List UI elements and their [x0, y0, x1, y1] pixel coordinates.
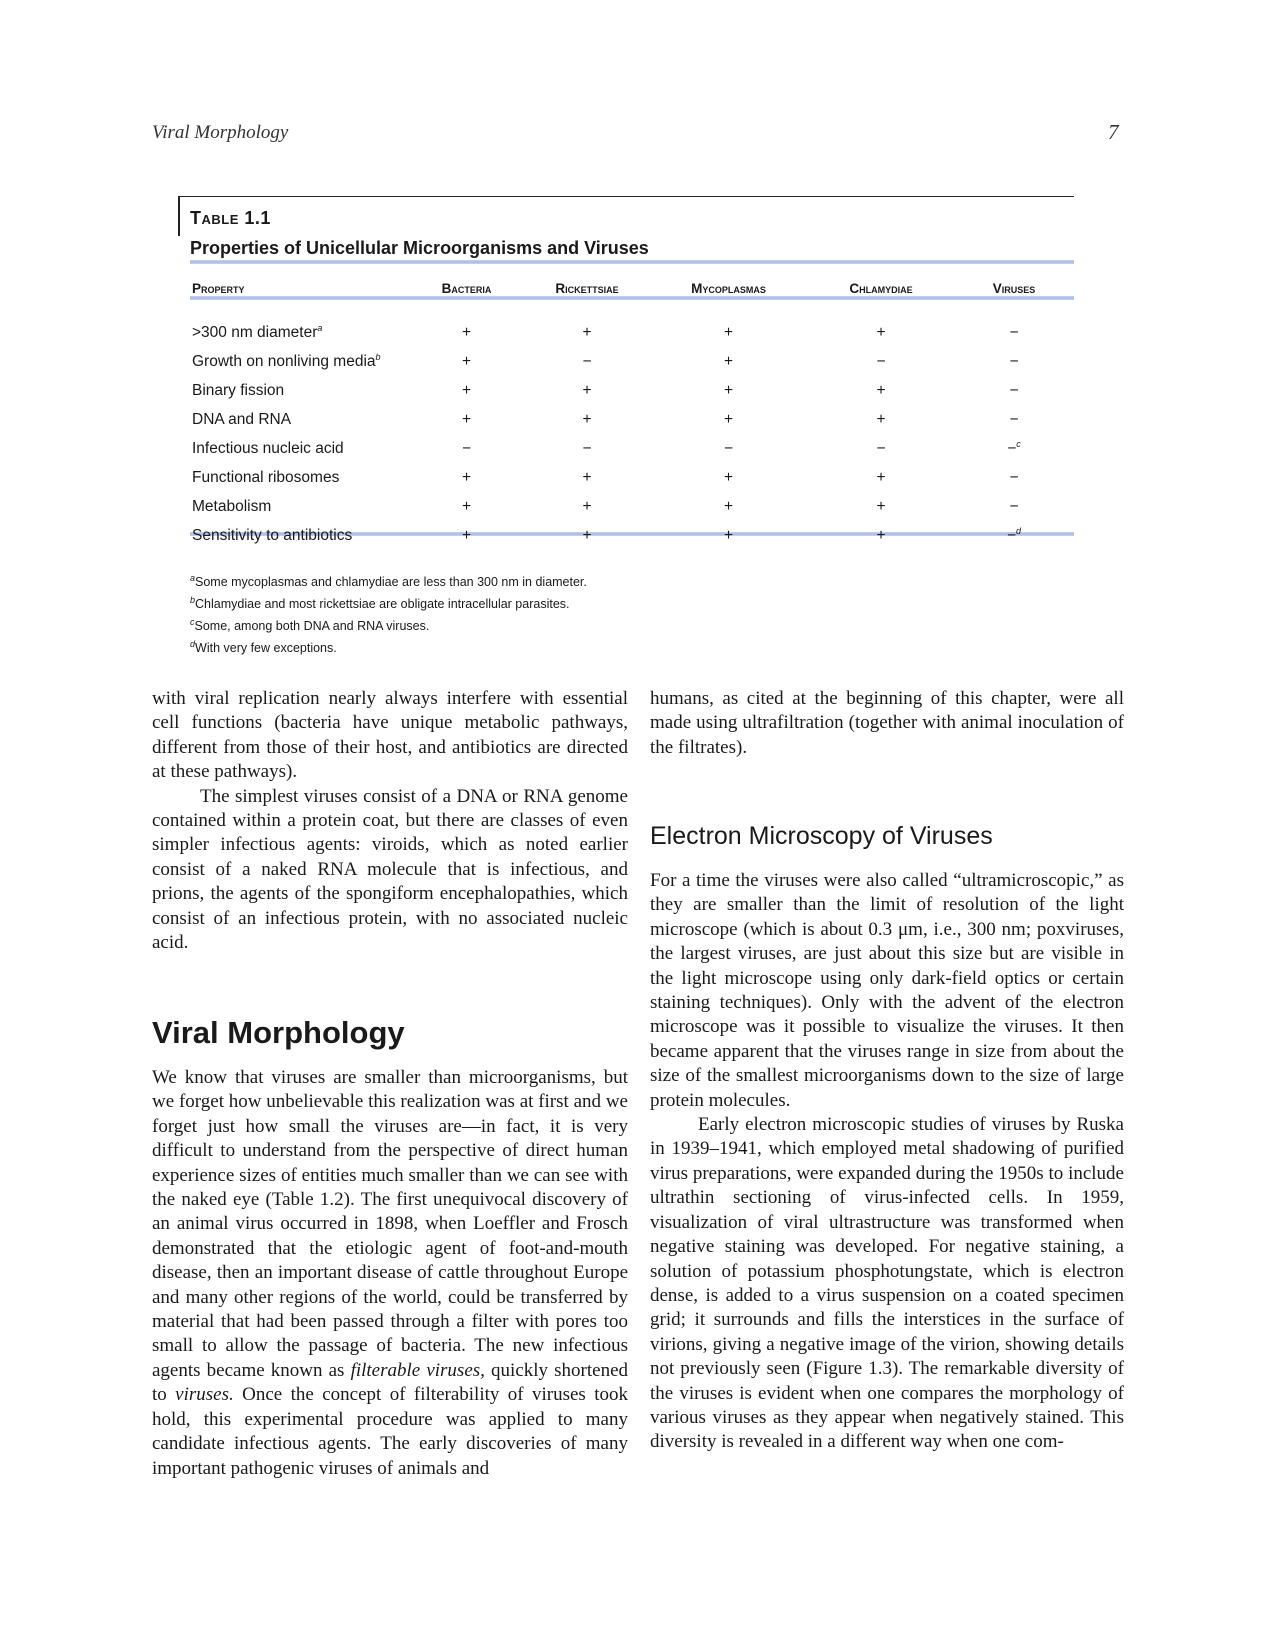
footnote-mark: b — [190, 595, 196, 606]
value-symbol: + — [876, 497, 886, 515]
value-cell — [525, 463, 649, 492]
value-symbol: + — [582, 410, 592, 428]
value-cell — [954, 463, 1074, 492]
value-cell — [525, 304, 649, 347]
value-cell — [408, 492, 525, 521]
value-symbol: − — [461, 439, 472, 457]
property-label: Growth on nonliving media — [192, 353, 376, 371]
value-cell — [525, 434, 649, 463]
table-row — [190, 405, 1074, 434]
value-cell — [954, 434, 1074, 463]
value-cell — [649, 463, 808, 492]
value-symbol: + — [461, 410, 472, 428]
value-cell — [408, 463, 525, 492]
footnote-mark: c — [1016, 438, 1021, 449]
value-cell — [954, 304, 1074, 347]
footnote-text: Some, among both DNA and RNA viruses. — [194, 619, 430, 634]
footnote-text: Chlamydiae and most rickettsiae are obligate intracellular parasites. — [195, 597, 570, 612]
value-cell — [408, 521, 525, 550]
properties-table — [190, 272, 1074, 550]
value-symbol: − — [723, 439, 734, 457]
property-cell — [190, 376, 408, 405]
value-cell — [808, 376, 954, 405]
value-symbol: − — [1009, 497, 1019, 515]
right-paragraph-3: Early electron microscopic studies of viruses by Ruska in 1939–1941, which employed metal shadowing of purified virus preparations, were expanded during the 1950s to include ultrathin sectioning of virus-infected cells. In 1959, visualization of viral ultrastructure was transformed when negative staining was developed. For negative staining, a solution of potassium phosphotungstate, which is electron dense, is added to a virus suspension on a coated specimen grid; it surrounds and fills the interstices in the surface of virions, giving a negative image of the virion, showing details not previously seen (Figure 1.3). The remarkable diversity of the viruses is evident when one compares the morphology of various viruses as they appear when negatively stained. This diversity is revealed in a different way when one com- — [650, 1114, 1124, 1453]
value-symbol: + — [723, 468, 734, 486]
left-paragraph-3 — [152, 1066, 628, 1481]
heading-viral-morphology: Viral Morphology — [152, 1015, 405, 1050]
value-symbol: + — [461, 352, 472, 370]
header-chlamydiae: Chlamydiae — [849, 280, 913, 296]
value-cell — [954, 492, 1074, 521]
table-body — [190, 304, 1074, 550]
value-cell — [408, 347, 525, 376]
value-cell — [954, 405, 1074, 434]
footnote-mark: a — [190, 573, 196, 583]
value-cell — [954, 521, 1074, 550]
value-cell — [525, 521, 649, 550]
value-cell — [808, 405, 954, 434]
footnote — [190, 591, 587, 613]
left-column-bottom — [152, 1066, 628, 1481]
table-title: Properties of Unicellular Microorganisms and Viruses — [190, 238, 649, 258]
property-cell — [190, 492, 408, 521]
header-bacteria: Bacteria — [441, 280, 492, 296]
value-symbol: + — [723, 526, 734, 544]
property-label: Infectious nucleic acid — [192, 439, 344, 457]
value-cell — [808, 434, 954, 463]
value-symbol: + — [876, 526, 886, 544]
value-cell — [808, 347, 954, 376]
table-row — [190, 492, 1074, 521]
value-symbol: − — [876, 352, 886, 370]
value-symbol: − — [1009, 323, 1019, 341]
value-cell — [808, 521, 954, 550]
value-cell — [649, 521, 808, 550]
value-symbol: − — [1006, 527, 1017, 545]
property-cell — [190, 463, 408, 492]
value-symbol: + — [723, 410, 734, 428]
left-paragraph-1: with viral replication nearly always interfere with essential cell functions (bacteria have unique metabolic pathways, different from those of their host, and antibiotics are directed at these pathways). — [152, 688, 628, 783]
value-cell — [408, 304, 525, 347]
value-symbol: − — [1007, 440, 1017, 458]
property-label: Functional ribosomes — [192, 468, 340, 486]
value-cell — [808, 304, 954, 347]
value-cell — [408, 434, 525, 463]
value-symbol: + — [582, 497, 592, 515]
table-row — [190, 434, 1074, 463]
footnote-mark: d — [190, 639, 196, 650]
property-cell — [190, 347, 408, 376]
footnote-mark: a — [317, 322, 323, 333]
value-symbol: + — [723, 323, 734, 341]
table-row — [190, 304, 1074, 347]
right-column-top — [650, 687, 1124, 760]
value-cell — [525, 492, 649, 521]
right-paragraph-2: For a time the viruses were also called “ultramicroscopic,” as they are smaller than the limit of resolution of the light microscope (which is about 0.3 μm, i.e., 300 nm; poxviruses, the largest viruses, are just about this size but are visible in the light microscope using only dark-field optics or certain staining techniques). Only with the advent of the electron microscope was it possible to visualize the viruses. It then became apparent that the viruses range in size from about the size of the smallest microorganisms down to the size of large protein molecules. — [650, 870, 1124, 1111]
table-row — [190, 376, 1074, 405]
value-cell — [808, 492, 954, 521]
value-symbol: + — [723, 381, 734, 399]
footnote — [190, 613, 587, 635]
table-header-row — [190, 272, 1074, 304]
property-cell — [190, 304, 408, 347]
value-symbol: + — [876, 323, 886, 341]
value-cell — [649, 347, 808, 376]
footnote-text: With very few exceptions. — [195, 641, 337, 656]
property-label: >300 nm diameter — [192, 324, 318, 342]
running-head: Viral Morphology — [152, 122, 289, 143]
header-rickettsiae: Rickettsiae — [555, 280, 619, 296]
heading-electron-microscopy: Electron Microscopy of Viruses — [650, 822, 993, 850]
property-label: DNA and RNA — [192, 410, 292, 428]
value-cell — [649, 405, 808, 434]
para3-text-b: quickly shortened to — [152, 1359, 629, 1406]
value-symbol: + — [461, 526, 472, 544]
value-cell — [408, 405, 525, 434]
para3-text-a: We know that viruses are smaller than microorganisms, but we forget how unbelievable this realization was at first and we forget just how small the viruses are—in fact, it is very difficult to understand from the perspective of direct human experience sizes of entities much smaller than we can see with the naked eye (Table 1.2). The first unequivocal discovery of an animal virus occurred in 1898, when Loeffler and Frosch demonstrated that the etiologic agent of foot-and-mouth disease, then an important disease of cattle throughout Europe and many other regions of the world, could be transferred by material that had been passed through a filter with pores too small to allow the passage of bacteria. The new infectious agents became known as — [152, 1067, 628, 1381]
left-paragraph-2: The simplest viruses consist of a DNA or RNA genome contained within a protein coat, but there are classes of even simpler infectious agents: viroids, which as noted earlier consist of a naked RNA molecule that is infectious, and prions, the agents of the spongiform encephalopathies, which consist of an infectious protein, with no associated nucleic acid. — [152, 785, 628, 954]
header-mycoplasmas: Mycoplasmas — [691, 280, 766, 296]
value-symbol: − — [1009, 352, 1019, 370]
value-symbol: + — [582, 323, 592, 341]
property-label: Binary fission — [192, 381, 285, 399]
table-top-rule — [178, 196, 1074, 197]
value-symbol: − — [876, 439, 886, 457]
value-symbol: − — [1009, 468, 1019, 486]
footnote-mark: d — [1016, 525, 1022, 536]
value-cell — [649, 304, 808, 347]
value-cell — [649, 376, 808, 405]
footnote — [190, 569, 587, 591]
footnote — [190, 635, 587, 657]
value-cell — [808, 463, 954, 492]
right-column-bottom — [650, 869, 1124, 1455]
value-cell — [649, 492, 808, 521]
value-cell — [649, 434, 808, 463]
value-symbol: − — [1009, 381, 1019, 399]
value-cell — [525, 405, 649, 434]
table-row — [190, 521, 1074, 550]
value-symbol: + — [582, 381, 592, 399]
table-row — [190, 347, 1074, 376]
value-symbol: + — [582, 526, 592, 544]
value-cell — [525, 347, 649, 376]
value-symbol: + — [723, 497, 734, 515]
value-symbol: + — [461, 468, 472, 486]
footnote-mark: c — [190, 617, 195, 628]
value-symbol: + — [876, 468, 886, 486]
page-number: 7 — [1108, 120, 1119, 144]
value-cell — [525, 376, 649, 405]
table-footnotes — [190, 569, 587, 658]
value-symbol: − — [582, 352, 592, 370]
footnote-mark: b — [375, 351, 381, 362]
table-row — [190, 463, 1074, 492]
table-side-rule — [178, 196, 180, 236]
value-symbol: + — [461, 497, 472, 515]
property-cell — [190, 434, 408, 463]
right-paragraph-1: humans, as cited at the beginning of this chapter, were all made using ultrafiltration (together with animal inoculation of the filtrates). — [650, 688, 1124, 758]
value-symbol: + — [461, 323, 472, 341]
value-symbol: + — [723, 352, 734, 370]
property-cell — [190, 405, 408, 434]
value-symbol: − — [1009, 410, 1019, 428]
table-label: Table 1.1 — [190, 208, 271, 228]
value-symbol: + — [461, 381, 472, 399]
value-symbol: + — [876, 410, 886, 428]
left-column-top — [152, 687, 628, 955]
para3-text-c: Once the concept of filterability of viruses took hold, this experimental procedure was applied to many candidate infectious agents. The early discoveries of many important pathogenic viruses of animals and — [152, 1384, 628, 1479]
term-viruses: viruses. — [175, 1384, 234, 1406]
value-symbol: + — [876, 381, 886, 399]
footnote-text: Some mycoplasmas and chlamydiae are less than 300 nm in diameter. — [195, 575, 587, 590]
property-cell — [190, 521, 408, 550]
value-cell — [954, 347, 1074, 376]
value-symbol: − — [582, 439, 592, 457]
table-title-rule — [190, 260, 1074, 264]
term-filterable-viruses: filterable viruses, — [350, 1359, 485, 1381]
value-symbol: + — [582, 468, 592, 486]
value-cell — [408, 376, 525, 405]
header-property: Property — [192, 280, 245, 296]
header-viruses: Viruses — [992, 280, 1036, 296]
property-label: Sensitivity to antibiotics — [192, 526, 353, 544]
property-label: Metabolism — [192, 497, 272, 515]
value-cell — [954, 376, 1074, 405]
